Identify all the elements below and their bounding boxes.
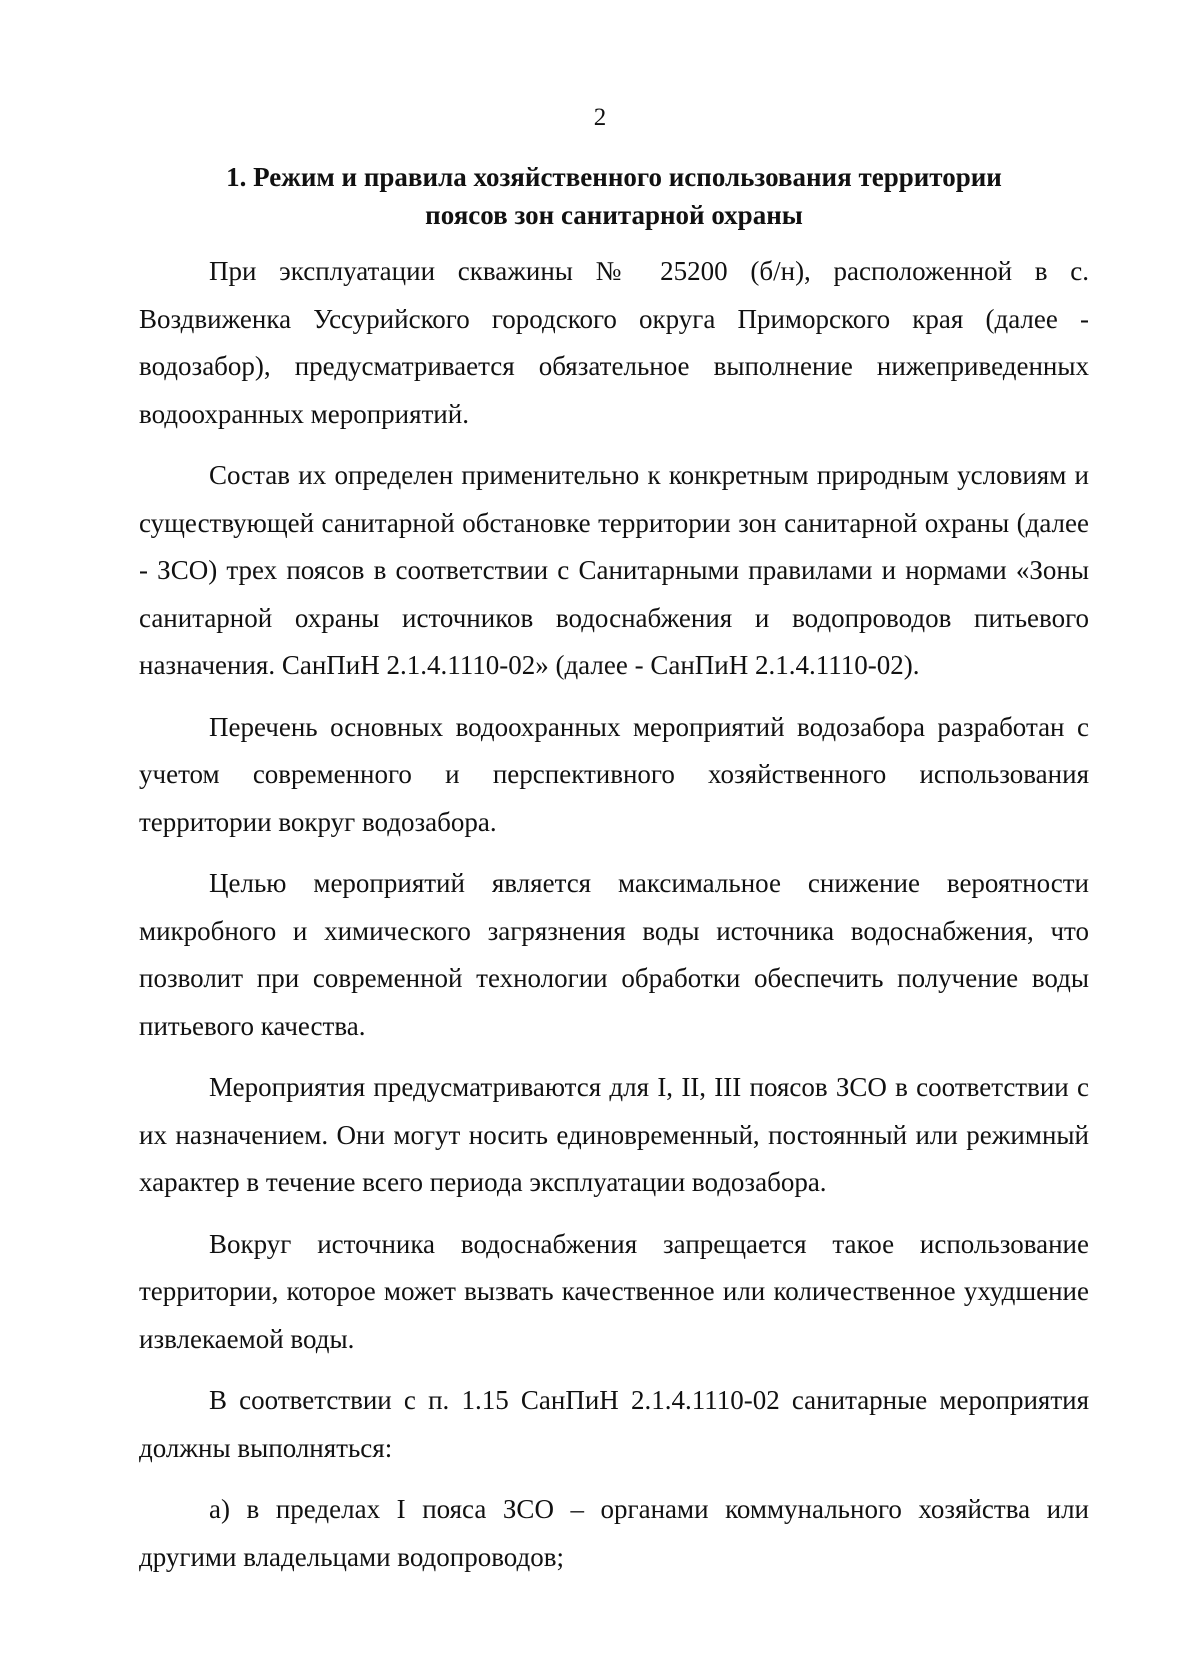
paragraph: Состав их определен применительно к конкретным природным условиям и существующей санитарной обстановке территории зон санитарной охраны (далее - ЗСО) трех поясов в соответствии с Санитарными правилами и нормами «Зоны санитарной охраны источников водоснабжения и водопроводов питьевого назначения. СанПиН 2.1.4.1110-02» (далее - СанПиН 2.1.4.1110-02). [139, 460, 1089, 680]
list-item: а) в пределах I пояса ЗСО – органами коммунального хозяйства или другими владельцами водопроводов; [139, 1494, 1089, 1572]
paragraph: Перечень основных водоохранных мероприятий водозабора разработан с учетом современного и перспективного хозяйственного использования территории вокруг водозабора. [139, 711, 1089, 837]
page-number: 2 [593, 104, 607, 131]
paragraph: В соответствии с п. 1.15 СанПиН 2.1.4.1110-02 санитарные мероприятия должны выполняться: [139, 1385, 1089, 1463]
section-title [139, 158, 1089, 234]
paragraph: Мероприятия предусматриваются для I, II, III поясов ЗСО в соответствии с их назначением. Они могут носить единовременный, постоянный или режимный характер в течение всего периода эксплуатации водозабора. [139, 1072, 1089, 1197]
document-body [139, 248, 1089, 1595]
paragraph: Вокруг источника водоснабжения запрещается такое использование территории, которое может вызвать качественное или количественное ухудшение извлекаемой воды. [139, 1228, 1089, 1354]
paragraph: Целью мероприятий является максимальное снижение вероятности микробного и химического загрязнения воды источника водоснабжения, что позволит при современной технологии обработки обеспечить получение воды питьевого качества. [139, 868, 1089, 1041]
paragraph: При эксплуатации скважины № 25200 (б/н), расположенной в с. Воздвиженка Уссурийского городского округа Приморского края (далее - водозабор), предусматривается обязательное выполнение нижеприведенных водоохранных мероприятий. [139, 256, 1089, 429]
section-title-line-1: 1. Режим и правила хозяйственного использования территории [226, 162, 1002, 192]
section-title-line-2: поясов зон санитарной охраны [425, 200, 803, 230]
